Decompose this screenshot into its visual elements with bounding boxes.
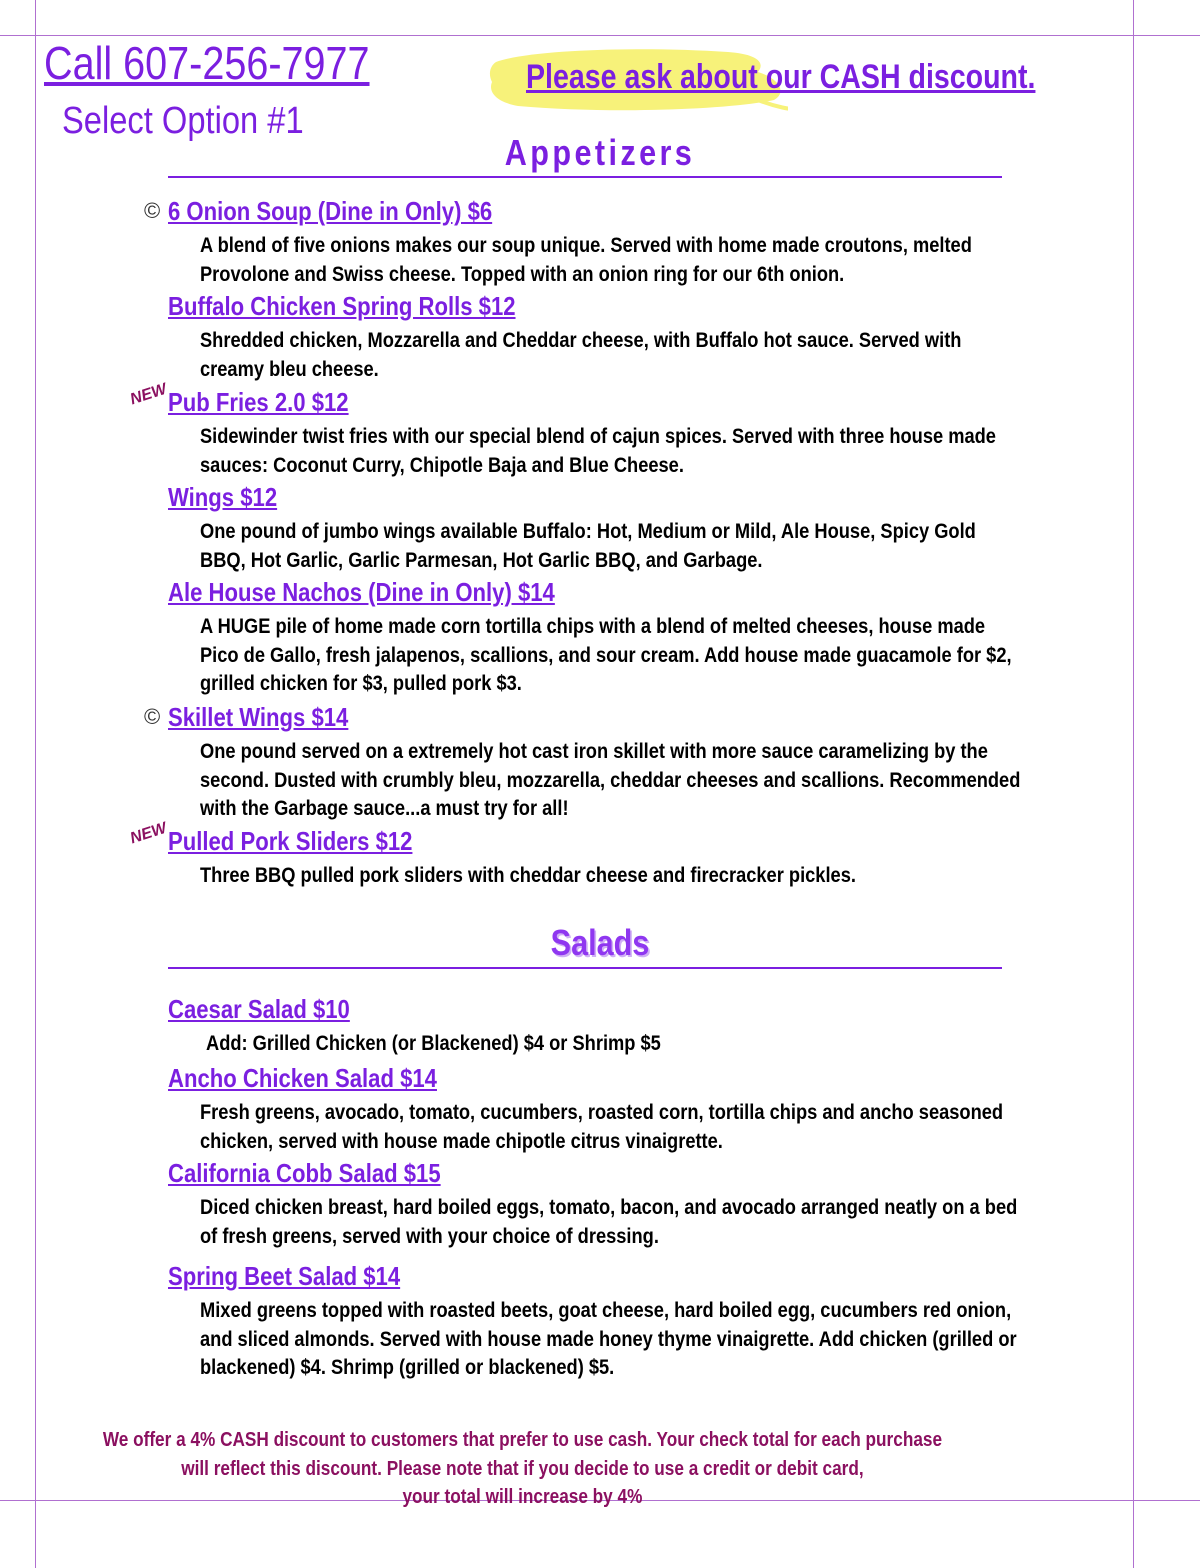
- item-description: Fresh greens, avocado, tomato, cucumbers, roasted corn, tortilla chips and ancho seasoned chicken, served with house made chipotle citrus vinaigrette.: [200, 1101, 1004, 1153]
- item-title[interactable]: Ancho Chicken Salad $14: [168, 1063, 437, 1093]
- item-description: A blend of five onions makes our soup unique. Served with home made croutons, melted Provolone and Swiss cheese. Topped with an onion ring for our 6th onion.: [200, 234, 972, 286]
- footer-line: We offer a 4% CASH discount to customers that prefer to use cash. Your check total for each purchase: [102, 1429, 943, 1451]
- item-description: One pound of jumbo wings available Buffalo: Hot, Medium or Mild, Ale House, Spicy Gold BBQ, Hot Garlic, Garlic Parmesan, Hot Garlic BBQ, and Garbage.: [200, 520, 976, 572]
- appetizers-rule: [168, 176, 1002, 178]
- cash-discount-note[interactable]: Please ask about our CASH discount.: [526, 58, 1036, 96]
- phone-number[interactable]: Call 607-256-7977: [44, 37, 370, 89]
- footer-line: will reflect this discount. Please note that if you decide to use a credit or debit card,: [181, 1457, 864, 1480]
- item-title[interactable]: Skillet Wings $14: [168, 702, 349, 732]
- item-title[interactable]: Buffalo Chicken Spring Rolls $12: [168, 291, 516, 321]
- crop-line-right: [1133, 0, 1134, 1568]
- menu-item: [168, 1158, 1028, 1251]
- menu-item: [168, 702, 1028, 824]
- cash-discount-footer: [73, 1426, 972, 1512]
- item-title[interactable]: Ale House Nachos (Dine in Only) $14: [168, 577, 555, 607]
- menu-item: [168, 291, 1028, 384]
- item-description: A HUGE pile of home made corn tortilla chips with a blend of melted cheeses, house made Pico de Gallo, fresh jalapenos, scallions, and sour cream. Add house made guacamole for $2, grilled chicken for $3, pulled pork $3.: [200, 615, 1012, 695]
- menu-item: [168, 387, 1028, 480]
- menu-item: [168, 196, 1028, 289]
- item-title[interactable]: Pub Fries 2.0 $12: [168, 387, 349, 417]
- item-title[interactable]: 6 Onion Soup (Dine in Only) $6: [168, 196, 493, 226]
- menu-item: [168, 826, 1028, 891]
- salads-heading: Salads: [550, 922, 650, 963]
- menu-item: [168, 577, 1028, 699]
- new-badge: NEW: [128, 380, 169, 409]
- item-description: Shredded chicken, Mozzarella and Cheddar cheese, with Buffalo hot sauce. Served with creamy bleu cheese.: [200, 329, 962, 381]
- menu-item: [168, 482, 1028, 575]
- item-description: Mixed greens topped with roasted beets, goat cheese, hard boiled egg, cucumbers red onion, and sliced almonds. Served with house made honey thyme vinaigrette. Add chicken (grilled or blackened) $4. Shrimp (grilled or blackened) $5.: [200, 1299, 1017, 1379]
- menu-item: [168, 1261, 1028, 1383]
- item-description: Three BBQ pulled pork sliders with cheddar cheese and firecracker pickles.: [200, 864, 856, 887]
- salads-rule: [168, 967, 1002, 969]
- item-title[interactable]: Spring Beet Salad $14: [168, 1261, 401, 1291]
- menu-item: [168, 1063, 1028, 1156]
- item-description: Sidewinder twist fries with our special blend of cajun spices. Served with three house made sauces: Coconut Curry, Chipotle Baja and Blue Cheese.: [200, 425, 996, 477]
- crop-line-left: [35, 0, 36, 1568]
- item-title[interactable]: Wings $12: [168, 482, 278, 512]
- menu-item: [168, 994, 1028, 1059]
- signature-mark-icon: ©: [144, 198, 161, 223]
- footer-line: your total will increase by 4%: [402, 1486, 643, 1508]
- item-description: Diced chicken breast, hard boiled eggs, tomato, bacon, and avocado arranged neatly on a bed of fresh greens, served with your choice of dressing.: [200, 1196, 1018, 1248]
- item-title[interactable]: Pulled Pork Sliders $12: [168, 826, 413, 856]
- select-option: Select Option #1: [62, 100, 304, 142]
- signature-mark-icon: ©: [144, 704, 161, 729]
- item-title[interactable]: Caesar Salad $10: [168, 994, 350, 1024]
- item-description: One pound served on a extremely hot cast iron skillet with more sauce caramelizing by the second. Dusted with crumbly bleu, mozzarella, cheddar cheeses and scallions. Recommended with the Garbage sauce...a must try for all!: [200, 740, 1021, 820]
- appetizers-heading: Appetizers: [504, 132, 696, 173]
- new-badge: NEW: [128, 819, 169, 848]
- item-description: Add: Grilled Chicken (or Blackened) $4 or Shrimp $5: [206, 1032, 661, 1055]
- item-title[interactable]: California Cobb Salad $15: [168, 1158, 441, 1188]
